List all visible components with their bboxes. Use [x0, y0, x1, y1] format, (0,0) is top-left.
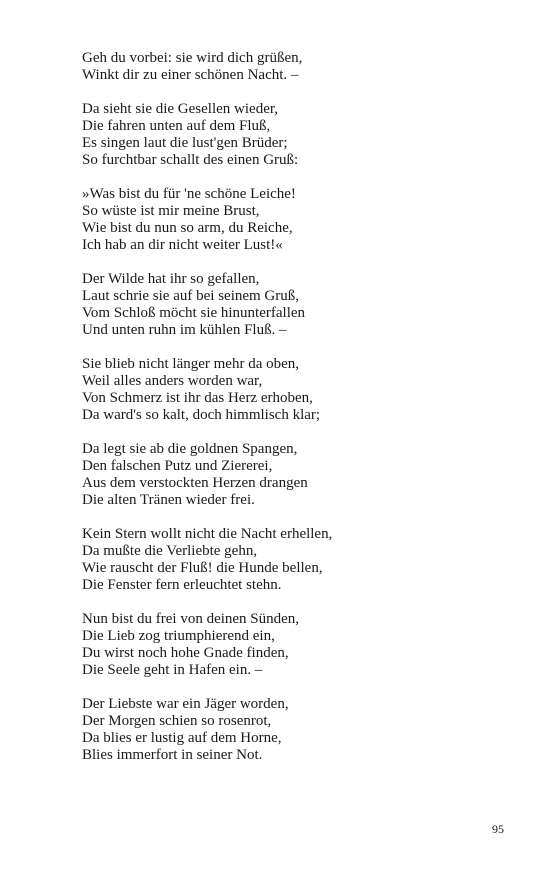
poem-line: Da sieht sie die Gesellen wieder,	[82, 101, 278, 117]
poem-line: Ich hab an dir nicht weiter Lust!«	[82, 237, 283, 253]
poem-line: Es singen laut die lust'gen Brüder;	[82, 135, 288, 151]
stanza	[82, 611, 502, 679]
poem-line: Von Schmerz ist ihr das Herz erhoben,	[82, 390, 313, 406]
poem-line: Laut schrie sie auf bei seinem Gruß,	[82, 288, 300, 304]
poem-line: Du wirst noch hohe Gnade finden,	[82, 645, 289, 661]
stanza	[82, 101, 502, 169]
stanza	[82, 356, 502, 424]
poem-line: Winkt dir zu einer schönen Nacht. –	[82, 67, 299, 83]
poem-line: Weil alles anders worden war,	[82, 373, 263, 389]
poem-line: Die fahren unten auf dem Fluß,	[82, 118, 271, 134]
poem-line: Kein Stern wollt nicht die Nacht erhellen,	[82, 526, 333, 542]
poem-line: So wüste ist mir meine Brust,	[82, 203, 260, 219]
poem-line: »Was bist du für 'ne schöne Leiche!	[82, 186, 296, 202]
poem-line: Aus dem verstockten Herzen drangen	[82, 475, 308, 491]
poem-line: Den falschen Putz und Ziererei,	[82, 458, 273, 474]
poem-line: Sie blieb nicht länger mehr da oben,	[82, 356, 300, 372]
poem-line: Die Fenster fern erleuchtet stehn.	[82, 577, 282, 593]
stanza	[82, 696, 502, 764]
page-number: 95	[492, 822, 504, 836]
poem-line: So furchtbar schallt des einen Gruß:	[82, 152, 299, 168]
poem-line: Wie rauscht der Fluß! die Hunde bellen,	[82, 560, 323, 576]
poem-text	[82, 50, 502, 781]
poem-line: Die Lieb zog triumphierend ein,	[82, 628, 275, 644]
poem-line: Da ward's so kalt, doch himmlisch klar;	[82, 407, 321, 423]
stanza	[82, 526, 502, 594]
poem-line: Nun bist du frei von deinen Sünden,	[82, 611, 300, 627]
poem-line: Vom Schloß möcht sie hinunterfallen	[82, 305, 306, 321]
stanza	[82, 271, 502, 339]
stanza	[82, 441, 502, 509]
poem-line: Geh du vorbei: sie wird dich grüßen,	[82, 50, 303, 66]
poem-line: Die alten Tränen wieder frei.	[82, 492, 255, 508]
poem-line: Der Morgen schien so rosenrot,	[82, 713, 272, 729]
poem-line: Da legt sie ab die goldnen Spangen,	[82, 441, 298, 457]
poem-line: Da mußte die Verliebte gehn,	[82, 543, 258, 559]
poem-line: Blies immerfort in seiner Not.	[82, 747, 263, 763]
poem-line: Die Seele geht in Hafen ein. –	[82, 662, 263, 678]
poem-line: Der Liebste war ein Jäger worden,	[82, 696, 289, 712]
poem-line: Da blies er lustig auf dem Horne,	[82, 730, 282, 746]
stanza	[82, 186, 502, 254]
stanza	[82, 50, 502, 84]
poem-line: Der Wilde hat ihr so gefallen,	[82, 271, 260, 287]
poem-line: Und unten ruhn im kühlen Fluß. –	[82, 322, 287, 338]
poem-line: Wie bist du nun so arm, du Reiche,	[82, 220, 293, 236]
